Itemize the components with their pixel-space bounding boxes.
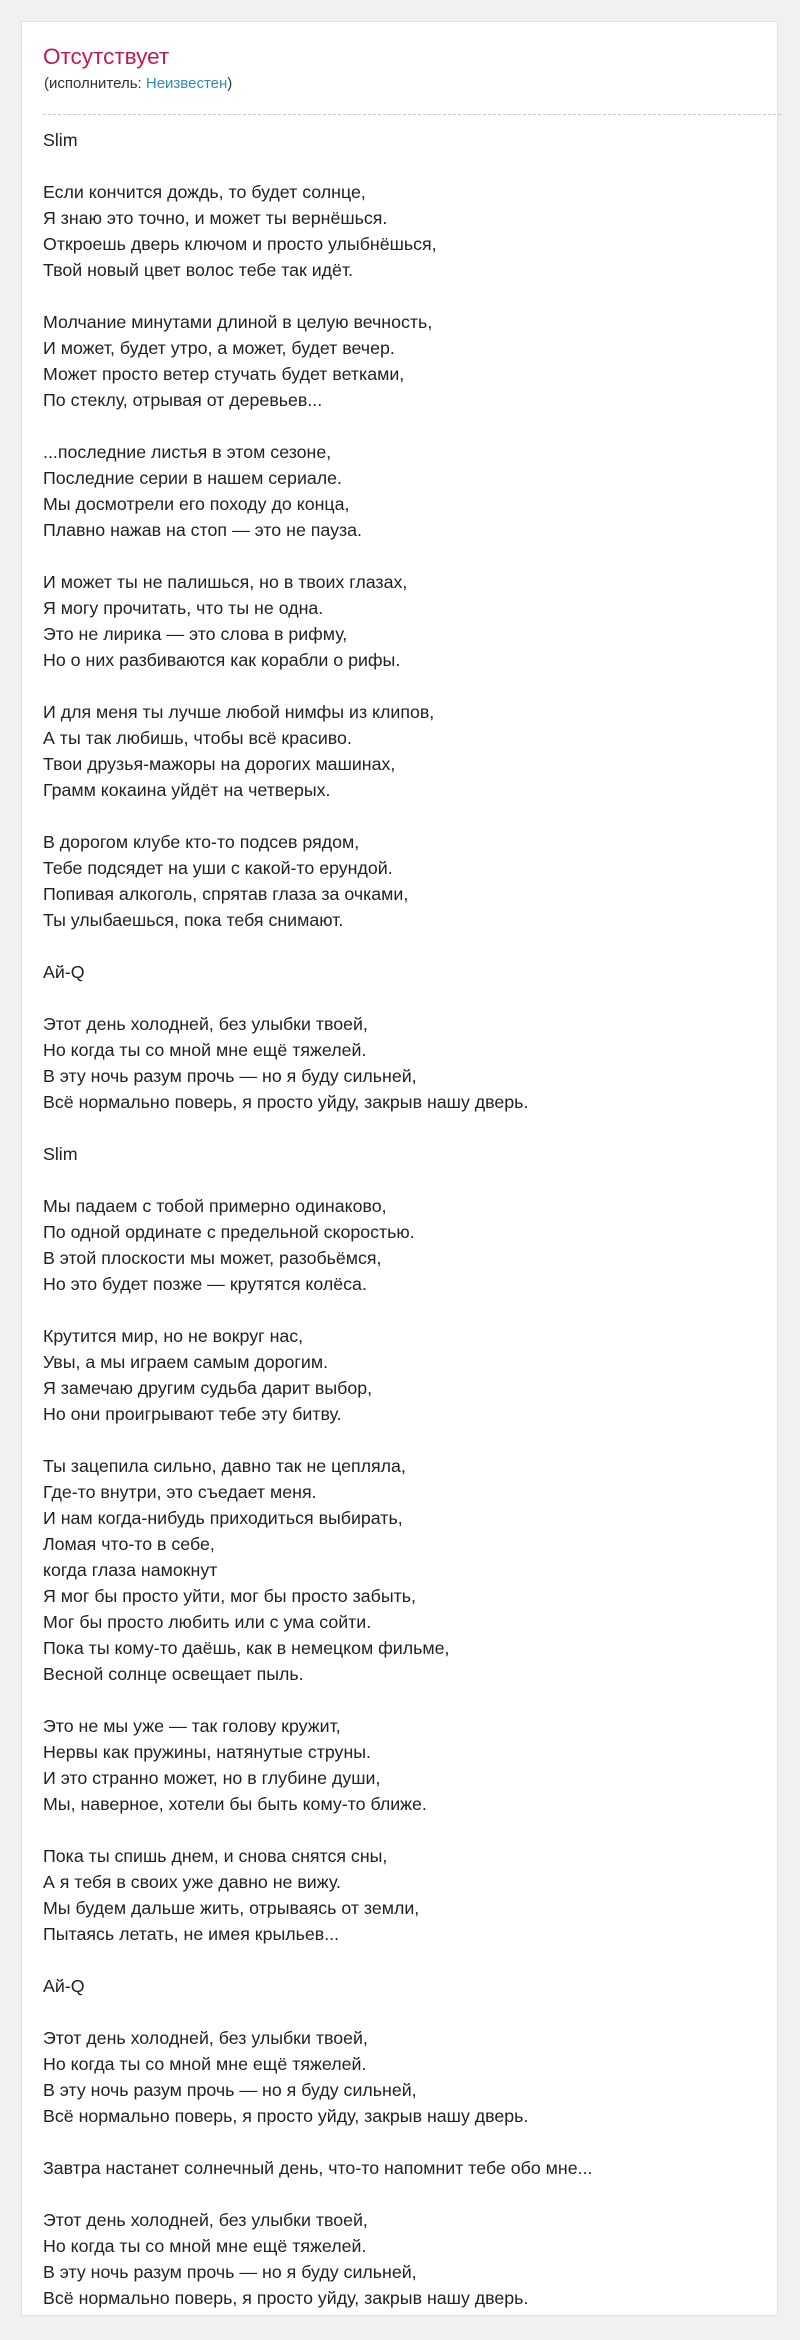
lyric-line: И для меня ты лучше любой нимфы из клипов, (43, 702, 435, 722)
stanza (43, 439, 781, 543)
lyric-line: Крутится мир, но не вокруг нас, (43, 1326, 304, 1346)
lyric-line: Последние серии в нашем сериале. (43, 468, 342, 488)
lyric-line: Ай-Q (43, 1976, 85, 1996)
lyric-line: Увы, а мы играем самым дорогим. (43, 1352, 329, 1372)
lyric-line: Но о них разбиваются как корабли о рифы. (43, 650, 401, 670)
lyric-line: Я мог бы просто уйти, мог бы просто забыть, (43, 1586, 416, 1606)
artist-line (44, 74, 232, 94)
singer-label (43, 959, 781, 985)
lyric-line: Но когда ты со мной мне ещё тяжелей. (43, 1040, 367, 1060)
lyric-line: Этот день холодней, без улыбки твоей, (43, 2028, 368, 2048)
header-divider (43, 114, 781, 115)
lyric-line: Но они проигрывают тебе эту битву. (43, 1404, 342, 1424)
stanza (43, 309, 781, 413)
lyric-line: Мог бы просто любить или с ума сойти. (43, 1612, 372, 1632)
singer-label (43, 1141, 781, 1167)
stanza (43, 179, 781, 283)
stanza (43, 569, 781, 673)
lyric-line: Всё нормально поверь, я просто уйду, закрыв нашу дверь. (43, 2106, 529, 2126)
lyric-line: И нам когда-нибудь приходиться выбирать, (43, 1508, 403, 1528)
lyric-line: Но когда ты со мной мне ещё тяжелей. (43, 2236, 367, 2256)
lyrics-body (43, 127, 781, 2311)
artist-prefix: (исполнитель: (44, 75, 146, 92)
stanza (43, 1453, 781, 1687)
stanza (43, 1323, 781, 1427)
artist-suffix: ) (227, 75, 233, 92)
song-title: Отсутствует (43, 44, 170, 69)
lyric-line: Завтра настанет солнечный день, что-то напомнит тебе обо мне... (43, 2158, 593, 2178)
song-header (43, 42, 781, 114)
lyric-line: Мы будем дальше жить, отрываясь от земли, (43, 1898, 420, 1918)
lyric-line: Если кончится дождь, то будет солнце, (43, 182, 366, 202)
lyric-line: Я замечаю другим судьба дарит выбор, (43, 1378, 373, 1398)
lyrics-card (21, 21, 778, 2316)
lyric-line: Slim (43, 1144, 78, 1164)
lyric-line: Я могу прочитать, что ты не одна. (43, 598, 324, 618)
artist-link[interactable]: Неизвестен (145, 75, 228, 92)
lyric-line: Может просто ветер стучать будет ветками, (43, 364, 405, 384)
lyric-line: Этот день холодней, без улыбки твоей, (43, 1014, 368, 1034)
lyric-line: Этот день холодней, без улыбки твоей, (43, 2210, 368, 2230)
lyric-line: Ай-Q (43, 962, 85, 982)
lyric-line: И это странно может, но в глубине души, (43, 1768, 381, 1788)
lyric-line: Slim (43, 130, 78, 150)
lyric-line: Пока ты кому-то даёшь, как в немецком фильме, (43, 1638, 450, 1658)
lyric-line: Плавно нажав на стоп — это не пауза. (43, 520, 362, 540)
singer-label (43, 127, 781, 153)
stanza (43, 2025, 781, 2129)
lyric-line: А я тебя в своих уже давно не вижу. (43, 1872, 341, 1892)
stanza (43, 829, 781, 933)
lyric-line: По стеклу, отрывая от деревьев... (43, 390, 323, 410)
lyric-line: Пока ты спишь днем, и снова снятся сны, (43, 1846, 388, 1866)
lyric-line: ...последние листья в этом сезоне, (43, 442, 332, 462)
lyric-line: Мы, наверное, хотели бы быть кому-то ближе. (43, 1794, 427, 1814)
lyric-line: Откроешь дверь ключом и просто улыбнёшься, (43, 234, 437, 254)
lyric-line: По одной ординате с предельной скоростью. (43, 1222, 415, 1242)
lyric-line: Всё нормально поверь, я просто уйду, закрыв нашу дверь. (43, 2288, 529, 2308)
lyric-line: Молчание минутами длиной в целую вечность, (43, 312, 433, 332)
lyric-line: Где-то внутри, это съедает меня. (43, 1482, 317, 1502)
lyric-line: Грамм кокаина уйдёт на четверых. (43, 780, 331, 800)
stanza (43, 699, 781, 803)
lyric-line: Но это будет позже — крутятся колёса. (43, 1274, 367, 1294)
lyric-line: И может, будет утро, а может, будет вечер. (43, 338, 395, 358)
lyric-line: В эту ночь разум прочь — но я буду сильней, (43, 2262, 417, 2282)
stanza (43, 2207, 781, 2311)
lyric-line: И может ты не палишься, но в твоих глазах, (43, 572, 408, 592)
lyric-line: Я знаю это точно, и может ты вернёшься. (43, 208, 388, 228)
lyric-line: Тебе подсядет на уши с какой-то ерундой. (43, 858, 393, 878)
stanza (43, 1843, 781, 1947)
lyric-line: Пытаясь летать, не имея крыльев... (43, 1924, 340, 1944)
lyric-line: Твои друзья-мажоры на дорогих машинах, (43, 754, 396, 774)
lyric-line: когда глаза намокнут (43, 1560, 218, 1580)
lyric-line: Попивая алкоголь, спрятав глаза за очками, (43, 884, 409, 904)
stanza (43, 1011, 781, 1115)
lyric-line: В эту ночь разум прочь — но я буду сильней, (43, 1066, 417, 1086)
lyric-line: Всё нормально поверь, я просто уйду, закрыв нашу дверь. (43, 1092, 529, 1112)
lyric-line: А ты так любишь, чтобы всё красиво. (43, 728, 352, 748)
singer-label (43, 1973, 781, 1999)
stanza (43, 1193, 781, 1297)
lyric-line: Ломая что-то в себе, (43, 1534, 215, 1554)
lyric-line: Ты улыбаешься, пока тебя снимают. (43, 910, 344, 930)
stanza (43, 2155, 781, 2181)
lyric-line: Нервы как пружины, натянутые струны. (43, 1742, 371, 1762)
lyric-line: Это не лирика — это слова в рифму, (43, 624, 348, 644)
lyric-line: В эту ночь разум прочь — но я буду сильней, (43, 2080, 417, 2100)
lyric-line: Весной солнце освещает пыль. (43, 1664, 304, 1684)
lyric-line: Мы падаем с тобой примерно одинаково, (43, 1196, 387, 1216)
lyric-line: Это не мы уже — так голову кружит, (43, 1716, 341, 1736)
lyric-line: В этой плоскости мы может, разобьёмся, (43, 1248, 382, 1268)
lyric-line: Твой новый цвет волос тебе так идёт. (43, 260, 354, 280)
lyric-line: В дорогом клубе кто-то подсев рядом, (43, 832, 360, 852)
stanza (43, 1713, 781, 1817)
lyric-line: Ты зацепила сильно, давно так не цепляла, (43, 1456, 406, 1476)
lyric-line: Но когда ты со мной мне ещё тяжелей. (43, 2054, 367, 2074)
lyric-line: Мы досмотрели его походу до конца, (43, 494, 350, 514)
